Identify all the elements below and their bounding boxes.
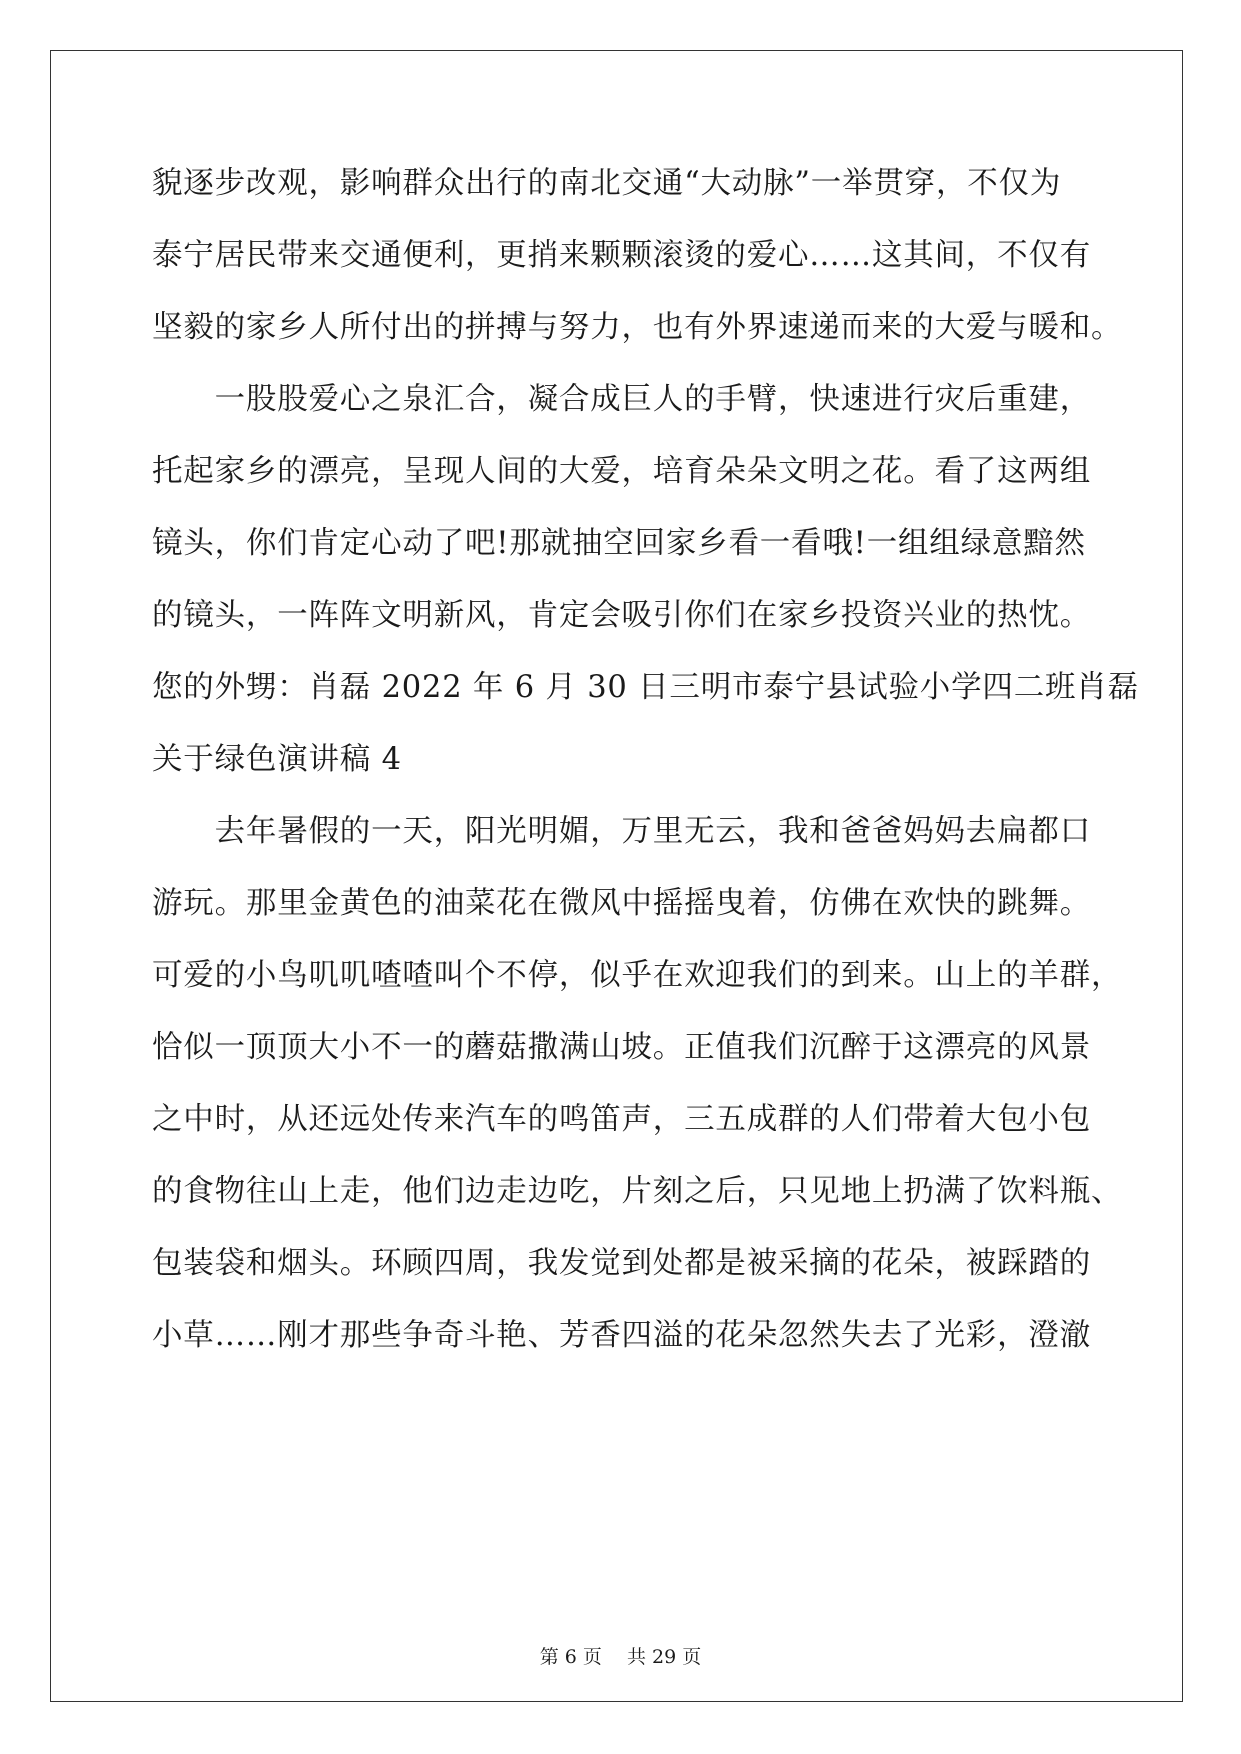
text-line: 镜头，你们肯定心动了吧!那就抽空回家乡看一看哦!一组组绿意黯然 [152,526,1086,561]
page-number-footer: 第 6 页 共 29 页 [539,1646,702,1668]
text-line: 泰宁居民带来交通便利，更捎来颗颗滚烫的爱心……这其间，不仅有 [152,238,1091,273]
text-line: 的镜头，一阵阵文明新风，肯定会吸引你们在家乡投资兴业的热忱。 [152,598,1091,633]
text-line: 包装袋和烟头。环顾四周，我发觉到处都是被采摘的花朵，被踩踏的 [152,1246,1091,1281]
text-line: 的食物往山上走，他们边走边吃，片刻之后，只见地上扔满了饮料瓶、 [152,1174,1123,1209]
section-title: 关于绿色演讲稿 4 [152,742,402,777]
text-line: 恰似一顶顶大小不一的蘑菇撒满山坡。正值我们沉醉于这漂亮的风景 [152,1030,1091,1065]
text-line: 游玩。那里金黄色的油菜花在微风中摇摇曳着，仿佛在欢快的跳舞。 [152,886,1091,921]
text-line: 坚毅的家乡人所付出的拼搏与努力，也有外界速递而来的大爱与暖和。 [152,310,1123,345]
text-line: 貌逐步改观，影响群众出行的南北交通“大动脉”一举贯穿，不仅为 [152,166,1062,201]
text-line: 去年暑假的一天，阳光明媚，万里无云，我和爸爸妈妈去扁都口 [152,814,1091,849]
text-line: 托起家乡的漂亮，呈现人间的大爱，培育朵朵文明之花。看了这两组 [152,454,1091,489]
text-line: 一股股爱心之泉汇合，凝合成巨人的手臂，快速进行灾后重建， [152,382,1091,417]
text-line: 之中时，从还远处传来汽车的鸣笛声，三五成群的人们带着大包小包 [152,1102,1091,1137]
text-line: 可爱的小鸟叽叽喳喳叫个不停，似乎在欢迎我们的到来。山上的羊群， [152,958,1123,993]
document-body [152,156,1139,1380]
text-line: 小草……刚才那些争奇斗艳、芳香四溢的花朵忽然失去了光彩，澄澈 [152,1318,1091,1353]
text-line: 您的外甥：肖磊 2022 年 6 月 30 日三明市泰宁县试验小学四二班肖磊 [152,670,1139,705]
